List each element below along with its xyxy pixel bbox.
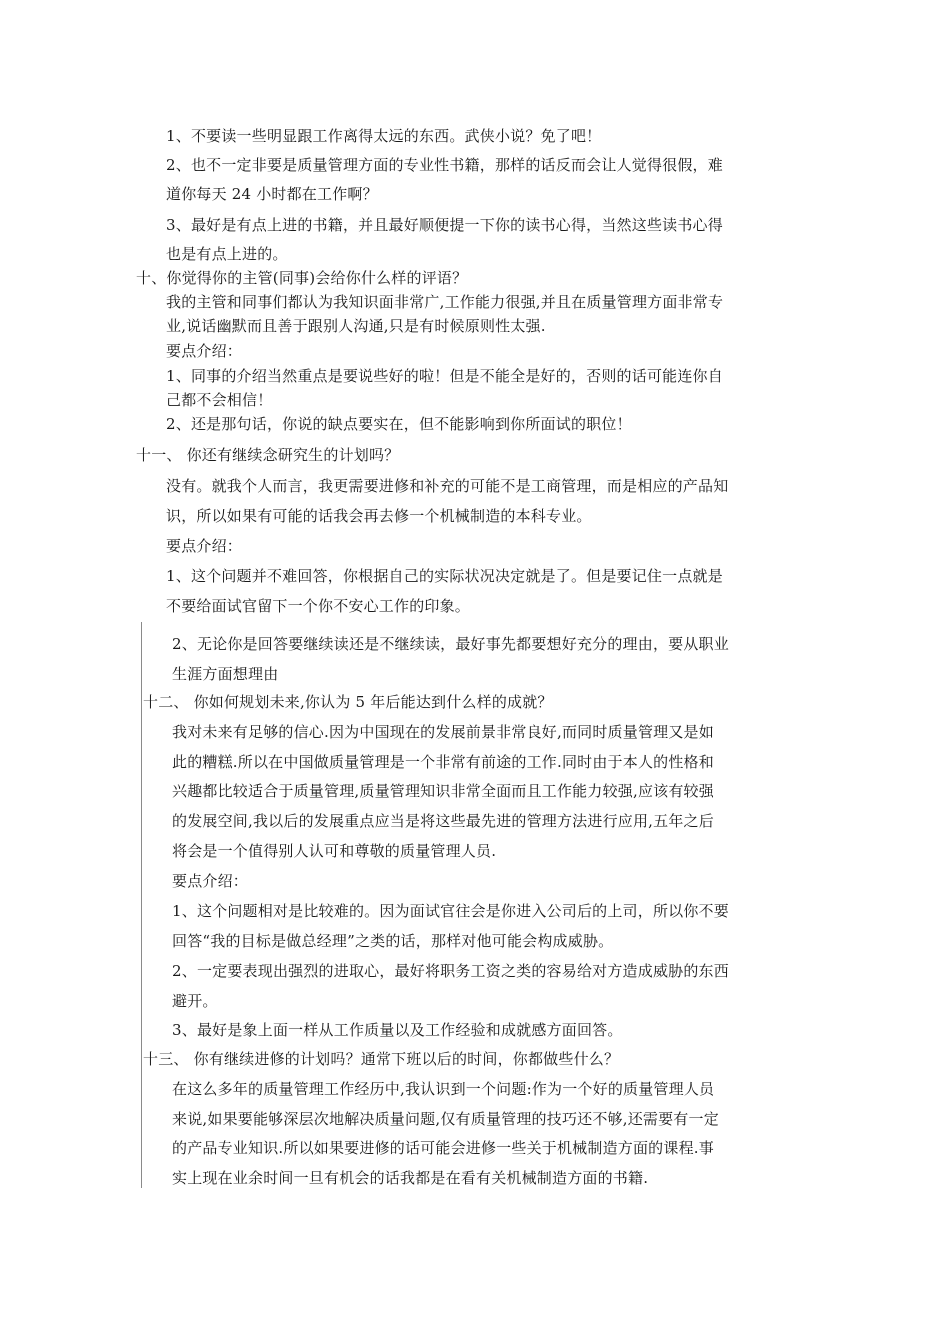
list-item: 不要给面试官留下一个你不安心工作的印象。 [166, 597, 471, 615]
key-points-label: 要点介绍： [166, 537, 243, 555]
answer-text: 我的主管和同事们都认为我知识面非常广,工作能力很强,并且在质量管理方面非常专 [166, 293, 724, 311]
answer-text: 我对未来有足够的信心.因为中国现在的发展前景非常良好,而同时质量管理又是如 [172, 723, 714, 741]
question-heading: 十二、 你如何规划未来,你认为 5 年后能达到什么样的成就？ [143, 693, 553, 711]
key-points-label: 要点介绍： [172, 872, 249, 890]
list-item: 回答“我的目标是做总经理”之类的话，那样对他可能会构成威胁。 [172, 932, 614, 950]
list-item: 1、不要读一些明显跟工作离得太远的东西。武侠小说？免了吧！ [166, 127, 602, 145]
answer-text: 此的糟糕.所以在中国做质量管理是一个非常有前途的工作.同时由于本人的性格和 [172, 753, 714, 771]
list-item: 2、无论你是回答要继续读还是不继续读，最好事先都要想好充分的理由，要从职业 [172, 635, 729, 653]
list-item: 3、最好是象上面一样从工作质量以及工作经验和成就感方面回答。 [172, 1021, 623, 1039]
answer-text: 识，所以如果有可能的话我会再去修一个机械制造的本科专业。 [166, 507, 592, 525]
list-item: 1、同事的介绍当然重点是要说些好的啦！但是不能全是好的，否则的话可能连你自 [166, 367, 723, 385]
list-item: 1、这个问题并不难回答，你根据自己的实际状况决定就是了。但是要记住一点就是 [166, 567, 723, 585]
list-item: 3、最好是有点上进的书籍，并且最好顺便提一下你的读书心得，当然这些读书心得 [166, 216, 723, 234]
list-item: 2、还是那句话，你说的缺点要实在，但不能影响到你所面试的职位！ [166, 415, 632, 433]
list-item: 1、这个问题相对是比较难的。因为面试官往会是你进入公司后的上司，所以你不要 [172, 902, 729, 920]
answer-text: 将会是一个值得别人认可和尊敬的质量管理人员. [172, 842, 497, 860]
question-heading: 十三、 你有继续进修的计划吗？通常下班以后的时间，你都做些什么？ [143, 1050, 620, 1068]
list-item: 也是有点上进的。 [166, 245, 288, 263]
answer-text: 没有。就我个人而言，我更需要进修和补充的可能不是工商管理，而是相应的产品知 [166, 477, 729, 495]
answer-text: 在这么多年的质量管理工作经历中,我认识到一个问题:作为一个好的质量管理人员 [172, 1080, 715, 1098]
list-item: 2、一定要表现出强烈的进取心，最好将职务工资之类的容易给对方造成威胁的东西 [172, 962, 729, 980]
key-points-label: 要点介绍： [166, 342, 243, 360]
question-heading: 十、你觉得你的主管(同事)会给你什么样的评语？ [136, 269, 468, 287]
list-item: 避开。 [172, 992, 218, 1010]
list-item: 己都不会相信！ [166, 391, 273, 409]
list-item: 2、也不一定非要是质量管理方面的专业性书籍，那样的话反而会让人觉得很假，难 [166, 156, 723, 174]
list-item: 道你每天 24 小时都在工作啊？ [166, 185, 378, 203]
question-heading: 十一、 你还有继续念研究生的计划吗？ [136, 446, 400, 464]
answer-text: 业,说话幽默而且善于跟别人沟通,只是有时候原则性太强. [166, 317, 546, 335]
answer-text: 的产品专业知识.所以如果要进修的话可能会进修一些关于机械制造方面的课程.事 [172, 1139, 714, 1157]
answer-text: 的发展空间,我以后的发展重点应当是将这些最先进的管理方法进行应用,五年之后 [172, 812, 714, 830]
answer-text: 来说,如果要能够深层次地解决质量问题,仅有质量管理的技巧还不够,还需要有一定 [172, 1110, 719, 1128]
list-item: 生涯方面想理由 [172, 665, 279, 683]
answer-text: 实上现在业余时间一旦有机会的话我都是在看有关机械制造方面的书籍. [172, 1169, 649, 1187]
answer-text: 兴趣都比较适合于质量管理,质量管理知识非常全面而且工作能力较强,应该有较强 [172, 782, 714, 800]
margin-rule [141, 622, 142, 1188]
